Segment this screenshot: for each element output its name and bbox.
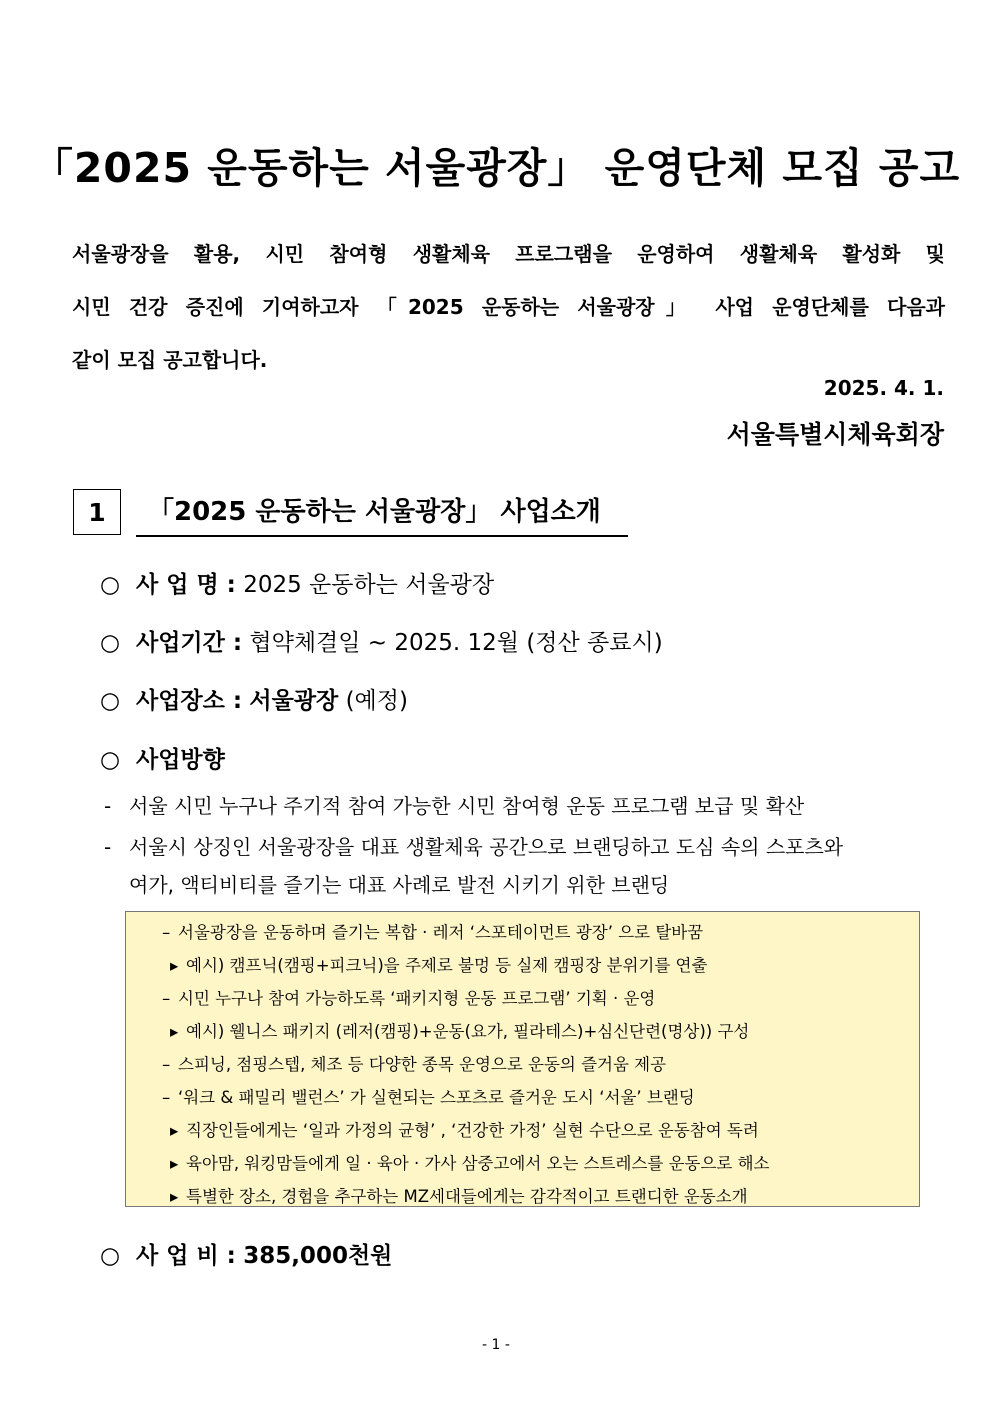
item-project-period bbox=[100, 624, 663, 657]
item-project-budget bbox=[100, 1237, 392, 1270]
item-label: 사업장소 : bbox=[136, 688, 243, 714]
page-number: - 1 - bbox=[482, 1337, 510, 1353]
circle-bullet-icon: ○ bbox=[100, 1243, 121, 1269]
circle-bullet-icon: ○ bbox=[100, 688, 121, 714]
box-line bbox=[162, 985, 655, 1009]
box-line bbox=[170, 1117, 759, 1141]
box-text: 예시) 웰니스 패키지 (레저(캠핑)+운동(요가, 필라테스)+심신단련(명상)) 구성 bbox=[186, 1022, 750, 1041]
direction-line bbox=[104, 831, 843, 860]
item-note: (예정) bbox=[345, 688, 408, 714]
issuing-organization: 서울특별시체육회장 bbox=[726, 420, 944, 449]
direction-text: 여가, 액티비티를 즐기는 대표 사례로 발전 시키기 위한 브랜딩 bbox=[129, 873, 670, 897]
triangle-bullet-icon: ▸ bbox=[170, 1187, 179, 1206]
box-text: ‘워크 & 패밀리 밸런스’ 가 실현되는 스포츠로 즐거운 도시 ‘서울’ 브랜딩 bbox=[178, 1088, 695, 1107]
item-value: 385,000천원 bbox=[243, 1243, 393, 1269]
section-title: 「2025 운동하는 서울광장」 사업소개 bbox=[136, 489, 628, 537]
intro-line: 시민 건강 증진에 기여하고자 「2025 운동하는 서울광장」 사업 운영단체를 다음과 bbox=[72, 295, 945, 319]
item-value: 2025 운동하는 서울광장 bbox=[243, 572, 495, 598]
box-marker: – bbox=[162, 1088, 171, 1107]
direction-line-continued bbox=[104, 869, 669, 898]
intro-line: 같이 모집 공고합니다. bbox=[72, 348, 268, 372]
intro-paragraph bbox=[72, 228, 945, 387]
triangle-bullet-icon: ▸ bbox=[170, 1022, 179, 1041]
box-line bbox=[162, 919, 703, 943]
box-text: 특별한 장소, 경험을 추구하는 MZ세대들에게는 감각적이고 트랜디한 운동소개 bbox=[186, 1187, 748, 1206]
triangle-bullet-icon: ▸ bbox=[170, 956, 179, 975]
intro-line: 서울광장을 활용, 시민 참여형 생활체육 프로그램을 운영하여 생활체육 활성화 및 bbox=[72, 242, 945, 266]
box-line bbox=[170, 952, 707, 976]
box-text: 서울광장을 운동하며 즐기는 복합 · 레저 ‘스포테이먼트 광장’ 으로 탈바꿈 bbox=[178, 923, 704, 942]
box-text: 직장인들에게는 ‘일과 가정의 균형’ , ‘건강한 가정’ 실현 수단으로 운동참여 독려 bbox=[186, 1121, 759, 1140]
box-text: 시민 누구나 참여 가능하도록 ‘패키지형 운동 프로그램’ 기획 · 운영 bbox=[178, 989, 656, 1008]
section-number: 1 bbox=[73, 489, 121, 535]
dash-marker: - bbox=[104, 835, 112, 859]
item-value: 협약체결일 ~ 2025. 12월 (정산 종료시) bbox=[249, 630, 663, 656]
box-marker: – bbox=[162, 989, 171, 1008]
direction-text: 서울 시민 누구나 주기적 참여 가능한 시민 참여형 운동 프로그램 보급 및 확산 bbox=[129, 794, 805, 818]
announcement-date: 2025. 4. 1. bbox=[823, 376, 944, 400]
item-label: 사 업 명 : bbox=[136, 572, 236, 598]
document-title: 「2025 운동하는 서울광장」 운영단체 모집 공고 bbox=[31, 144, 961, 192]
box-line bbox=[162, 1084, 695, 1108]
item-project-place bbox=[100, 682, 408, 715]
circle-bullet-icon: ○ bbox=[100, 630, 121, 656]
box-line bbox=[162, 1051, 666, 1075]
triangle-bullet-icon: ▸ bbox=[170, 1121, 179, 1140]
box-line bbox=[170, 1150, 769, 1174]
item-project-name bbox=[100, 566, 494, 599]
item-value: 서울광장 bbox=[249, 688, 339, 714]
box-text: 예시) 캠프닉(캠핑+피크닉)을 주제로 불멍 등 실제 캠핑장 분위기를 연출 bbox=[186, 956, 708, 975]
circle-bullet-icon: ○ bbox=[100, 747, 121, 773]
dash-marker: - bbox=[104, 794, 112, 818]
direction-text: 서울시 상징인 서울광장을 대표 생활체육 공간으로 브랜딩하고 도심 속의 스포츠와 bbox=[129, 835, 844, 859]
triangle-bullet-icon: ▸ bbox=[170, 1154, 179, 1173]
circle-bullet-icon: ○ bbox=[100, 572, 121, 598]
box-line bbox=[170, 1183, 748, 1207]
highlight-box bbox=[125, 911, 920, 1207]
item-label: 사 업 비 : bbox=[136, 1243, 236, 1269]
box-text: 스피닝, 점핑스텝, 체조 등 다양한 종목 운영으로 운동의 즐거움 제공 bbox=[178, 1055, 667, 1074]
box-marker: – bbox=[162, 923, 171, 942]
direction-line bbox=[104, 790, 804, 819]
item-label: 사업기간 : bbox=[136, 630, 243, 656]
item-label: 사업방향 bbox=[136, 747, 225, 773]
item-project-direction bbox=[100, 741, 225, 774]
box-text: 육아맘, 워킹맘들에게 일 · 육아 · 가사 삼중고에서 오는 스트레스를 운동으로 해소 bbox=[186, 1154, 770, 1173]
box-line bbox=[170, 1018, 749, 1042]
box-marker: – bbox=[162, 1055, 171, 1074]
